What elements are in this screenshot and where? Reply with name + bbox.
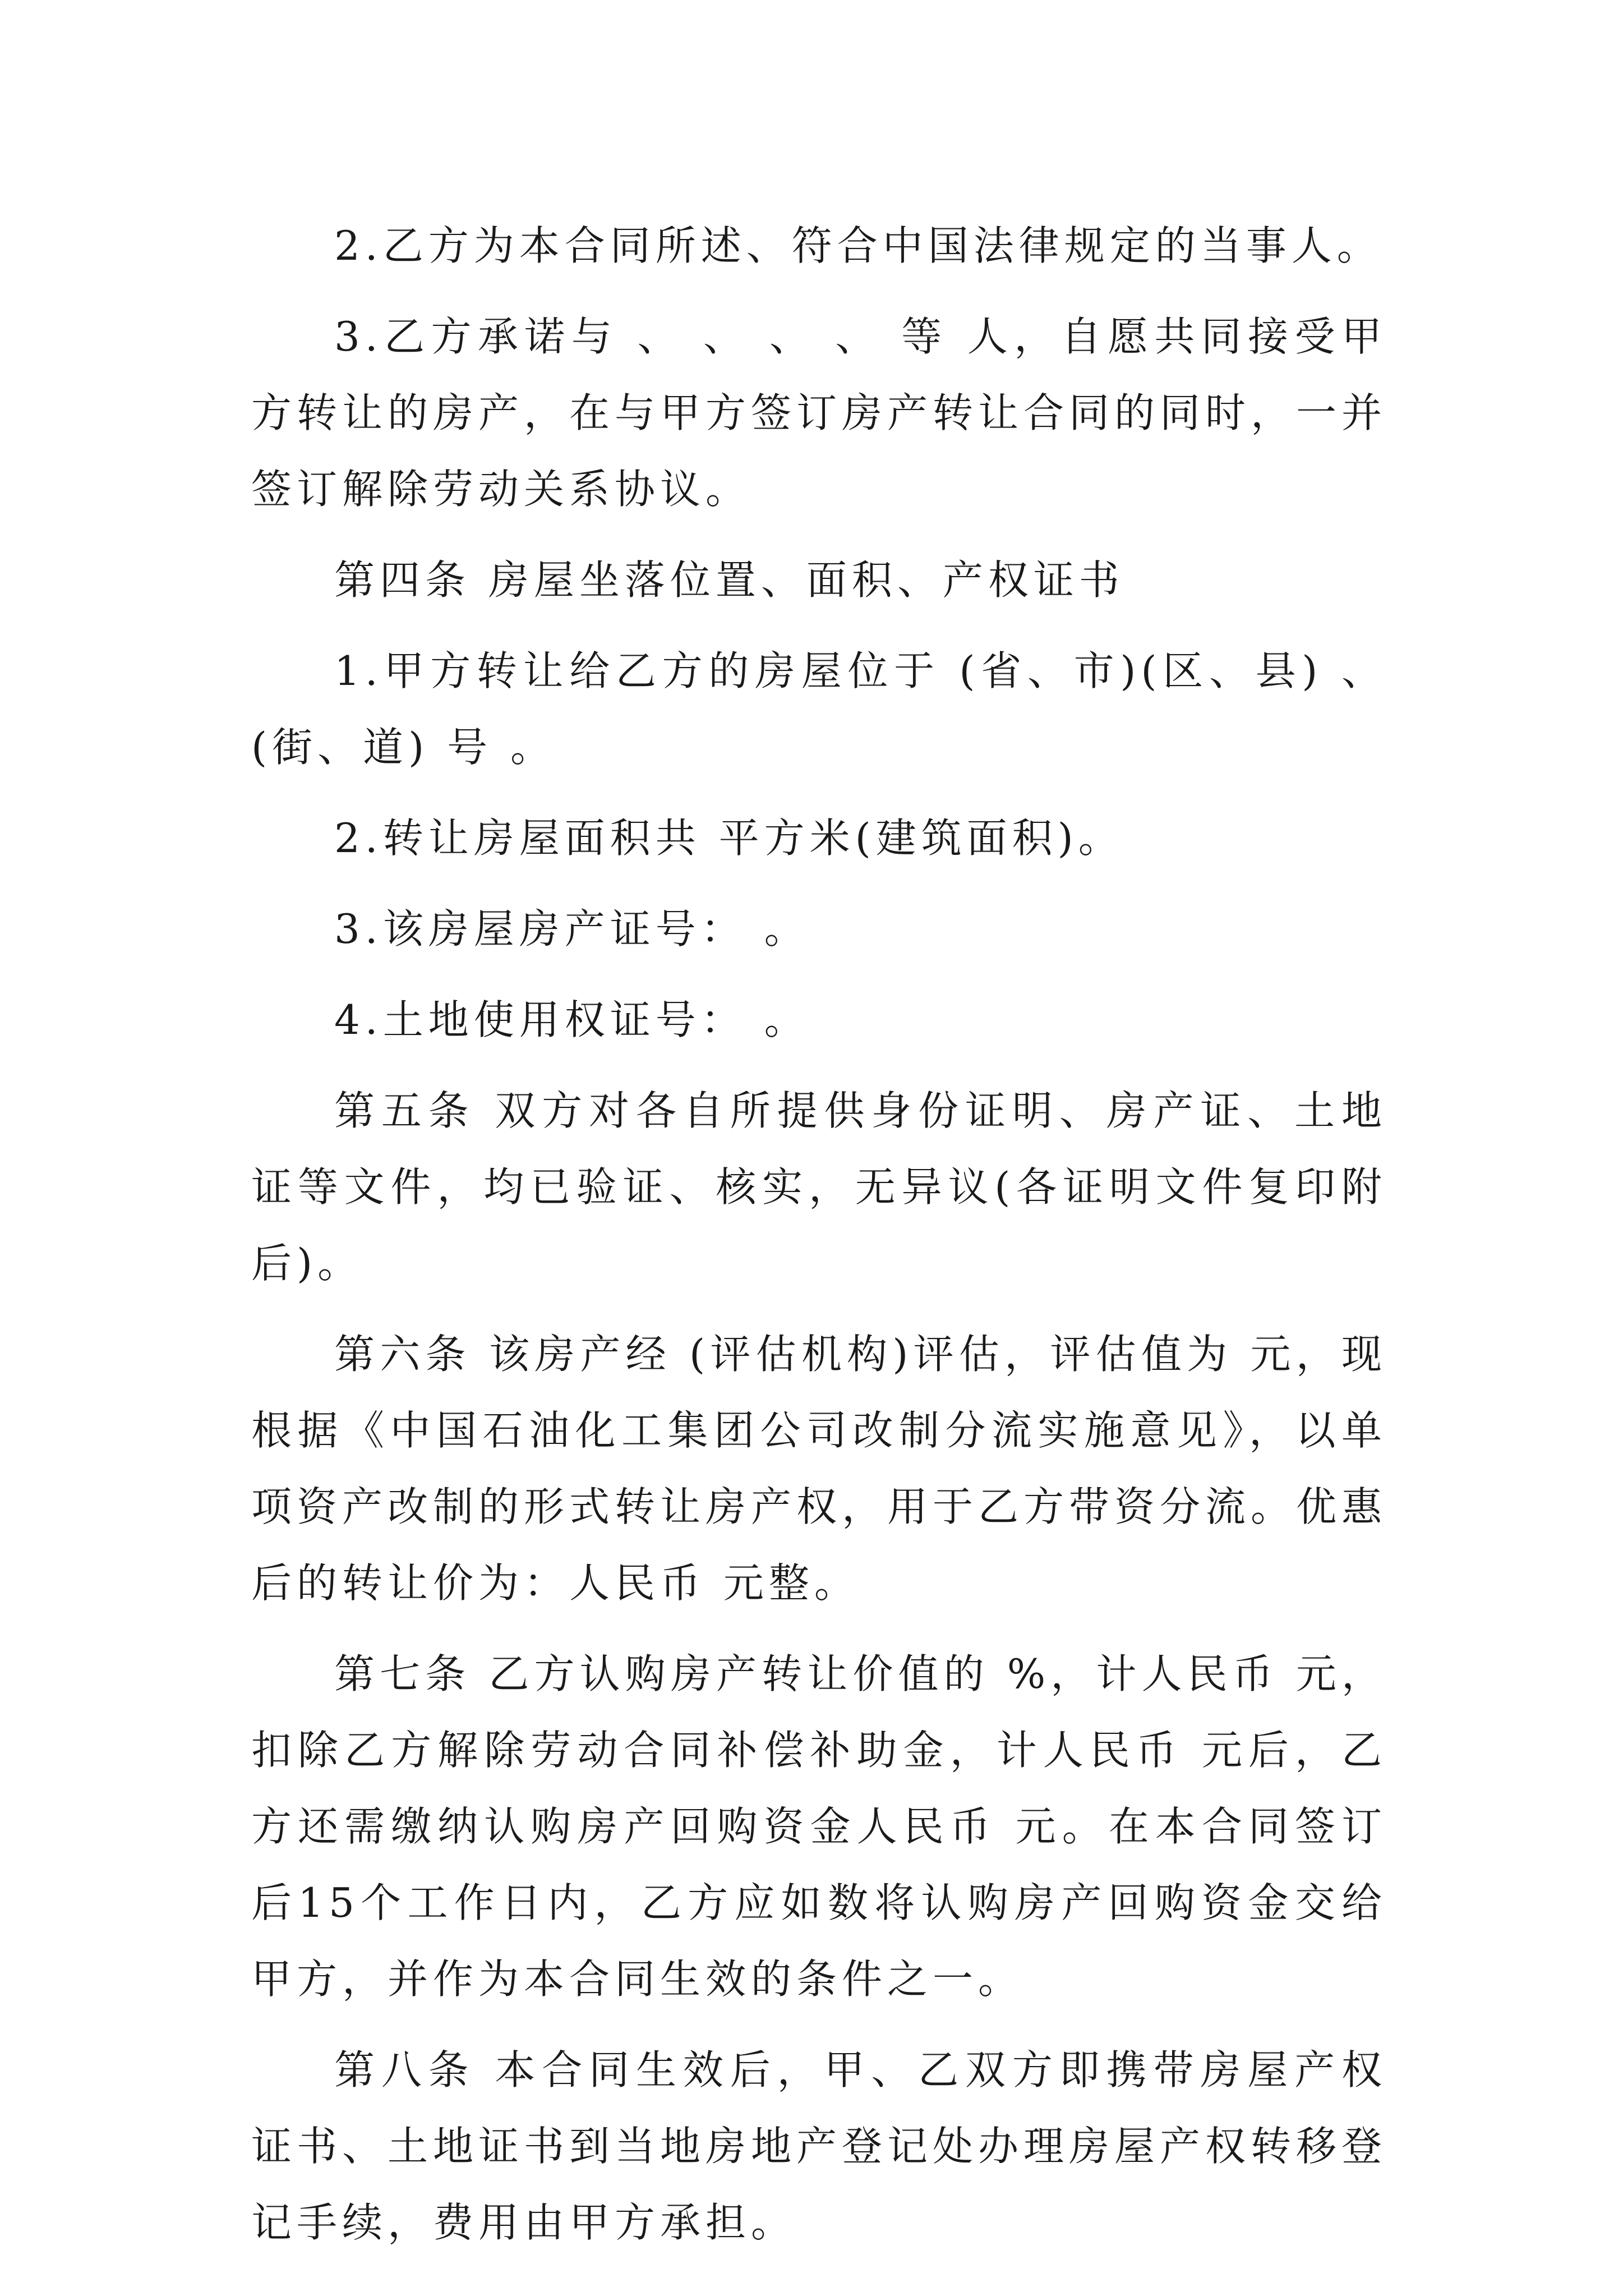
clause-2-party-b-status: 2.乙方为本合同所述、符合中国法律规定的当事人。	[334, 222, 1382, 269]
article-4-item-3-property-cert: 3.该房屋房产证号： 。	[334, 905, 810, 953]
article-7: 第七条 乙方认购房产转让价值的 %，计人民币 元，扣除乙方解除劳动合同补偿补助金，计人民币 元后，乙方还需缴纳认购房产回购资金人民币 元。在本合同签订后15个工作日内，乙方应如数将认购房产回购资金交给甲方，并作为本合同生效的条件之一。	[251, 1650, 1387, 2003]
article-8: 第八条 本合同生效后，甲、乙双方即携带房屋产权证书、土地证书到当地房地产登记处办理房屋产权转移登记手续，费用由甲方承担。	[251, 2046, 1387, 2246]
article-6: 第六条 该房产经 (评估机构)评估，评估值为 元，现根据《中国石油化工集团公司改制分流实施意见》，以单项资产改制的形式转让房产权，用于乙方带资分流。优惠后的转让价为：人民币 元整。	[251, 1331, 1387, 1607]
clause-3-party-b-commitment: 3.乙方承诺与 、 、 、 、 等 人，自愿共同接受甲方转让的房产，在与甲方签订房产转让合同的同时，一并签订解除劳动关系协议。	[251, 313, 1387, 513]
document-body	[251, 208, 1387, 2261]
article-4-item-2-area: 2.转让房屋面积共 平方米(建筑面积)。	[334, 815, 1124, 862]
article-4-item-4-land-cert: 4.土地使用权证号： 。	[334, 996, 810, 1043]
article-4-item-1-location: 1.甲方转让给乙方的房屋位于 (省、市)(区、县) 、 (街、道) 号 。	[251, 647, 1387, 771]
article-4-heading: 第四条 房屋坐落位置、面积、产权证书	[334, 556, 1124, 604]
article-5: 第五条 双方对各自所提供身份证明、房产证、土地证等文件，均已验证、核实，无异议(各证明文件复印附后)。	[251, 1087, 1387, 1287]
